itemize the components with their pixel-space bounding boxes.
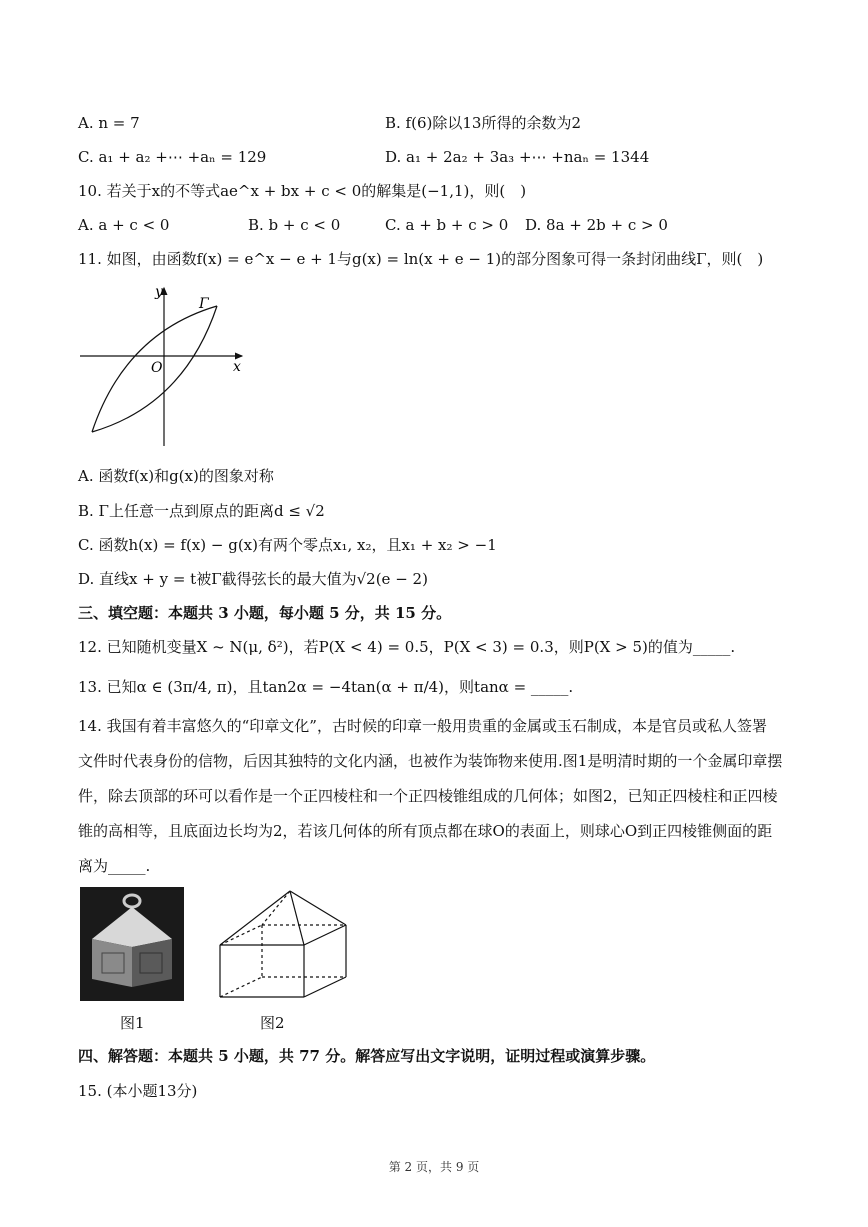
- origin-label: O: [151, 360, 163, 376]
- q11-option-a: A. 函数f(x)和g(x)的图象对称: [78, 467, 274, 485]
- q15-heading: 15. (本小题13分): [78, 1082, 198, 1100]
- fig2-prism-pyramid: [218, 887, 350, 1001]
- q10-option-d: D. 8a + 2b + c > 0: [525, 216, 668, 234]
- q9-option-c: C. a₁ + a₂ +⋯ +aₙ = 129: [78, 148, 267, 166]
- q10-option-c: C. a + b + c > 0: [385, 216, 509, 234]
- q14-line-4: 锥的高相等，且底面边长均为2，若该几何体的所有顶点都在球O的表面上，则球心O到正四棱锥侧面的距: [78, 822, 773, 840]
- q10-option-a: A. a + c < 0: [78, 216, 170, 234]
- q13-text: 13. 已知α ∈ (3π/4, π)，且tan2α = −4tan(α + π/4)，则tanα = _____.: [78, 678, 574, 696]
- section-4-heading: 四、解答题：本题共 5 小题，共 77 分。解答应写出文字说明，证明过程或演算步骤。: [78, 1047, 656, 1065]
- q14-line-3: 件，除去顶部的环可以看作是一个正四棱柱和一个正四棱锥组成的几何体；如图2，已知正四棱柱和正四棱: [78, 787, 778, 805]
- q11-option-c: C. 函数h(x) = f(x) − g(x)有两个零点x₁, x₂，且x₁ + x₂ > −1: [78, 536, 497, 554]
- fig1-caption: 图1: [120, 1014, 145, 1032]
- q9-option-b: B. f(6)除以13所得的余数为2: [385, 114, 581, 132]
- fig1-seal-photo: [80, 887, 184, 1001]
- q11-stem: 11. 如图，由函数f(x) = e^x − e + 1与g(x) = ln(x + e − 1)的部分图象可得一条封闭曲线Γ，则( ): [78, 250, 764, 268]
- page-footer: 第 2 页，共 9 页: [388, 1160, 480, 1174]
- curve-gamma-label: Γ: [199, 296, 209, 312]
- q10-option-b: B. b + c < 0: [248, 216, 341, 234]
- q14-line-2: 文件时代表身份的信物，后因其独特的文化内涵，也被作为装饰物来使用.图1是明清时期的一个金属印章摆: [78, 752, 783, 770]
- q11-graph: [76, 280, 256, 450]
- y-axis-label: y: [155, 284, 163, 300]
- q11-option-b: B. Γ上任意一点到原点的距离d ≤ √2: [78, 502, 325, 520]
- q10-stem: 10. 若关于x的不等式ae^x + bx + c < 0的解集是(−1,1)，则( ): [78, 182, 527, 200]
- q14-line-1: 14. 我国有着丰富悠久的“印章文化”，古时候的印章一般用贵重的金属或玉石制成，本是官员或私人签署: [78, 717, 767, 735]
- fig2-caption: 图2: [260, 1014, 285, 1032]
- q14-line-5: 离为_____.: [78, 857, 151, 875]
- q11-option-d: D. 直线x + y = t被Γ截得弦长的最大值为√2(e − 2): [78, 570, 428, 588]
- q9-option-a: A. n = 7: [78, 114, 140, 132]
- q12-text: 12. 已知随机变量X ~ N(μ, δ²)，若P(X < 4) = 0.5，P(X < 3) = 0.3，则P(X > 5)的值为_____.: [78, 638, 736, 656]
- x-axis-label: x: [233, 359, 241, 375]
- q9-option-d: D. a₁ + 2a₂ + 3a₃ +⋯ +naₙ = 1344: [385, 148, 650, 166]
- section-3-heading: 三、填空题：本题共 3 小题，每小题 5 分，共 15 分。: [78, 604, 452, 622]
